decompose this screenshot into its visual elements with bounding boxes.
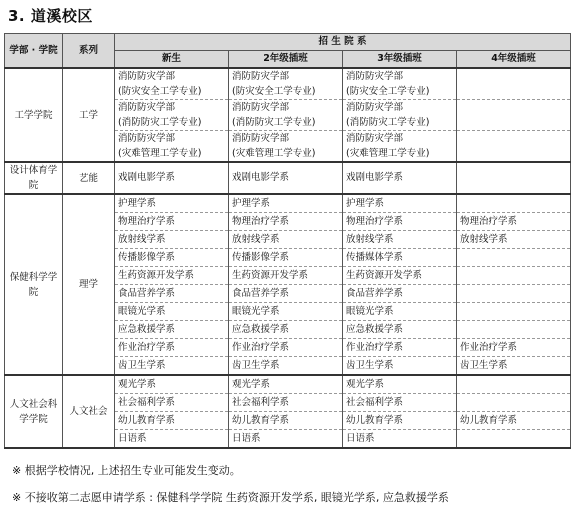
department-cell: 齿卫生学系 xyxy=(229,357,343,376)
department-cell: 护理学系 xyxy=(343,194,457,213)
table-row xyxy=(5,375,571,394)
department-cell: 生药资源开发学系 xyxy=(229,267,343,285)
department-cell: 消防防灾学部 (防灾安全工学专业) xyxy=(115,68,229,100)
department-cell xyxy=(457,131,571,163)
admission-table xyxy=(4,33,571,449)
note-line: ※ 根据学校情况, 上述招生专业可能发生变动。 xyxy=(12,464,241,477)
department-cell xyxy=(457,194,571,213)
department-cell: 食品营养学系 xyxy=(343,285,457,303)
department-cell: 幼儿教育学系 xyxy=(115,412,229,430)
department-cell: 生药资源开发学系 xyxy=(343,267,457,285)
header-year3-transfer: 3年级插班 xyxy=(343,51,457,69)
department-cell xyxy=(457,375,571,394)
department-cell: 消防防灾学部 (灾难管理工学专业) xyxy=(343,131,457,163)
department-cell: 齿卫生学系 xyxy=(115,357,229,376)
table-row xyxy=(5,194,571,213)
department-cell: 社会福利学系 xyxy=(115,394,229,412)
department-cell: 应急救援学系 xyxy=(115,321,229,339)
department-cell: 消防防灾学部 (灾难管理工学专业) xyxy=(229,131,343,163)
header-series: 系列 xyxy=(63,34,115,69)
department-cell: 齿卫生学系 xyxy=(457,357,571,376)
department-cell: 戏剧电影学系 xyxy=(115,162,229,194)
department-cell: 传播影像学系 xyxy=(115,249,229,267)
department-cell: 日语系 xyxy=(115,430,229,449)
department-cell xyxy=(457,285,571,303)
department-cell: 幼儿教育学系 xyxy=(229,412,343,430)
department-cell: 物理治疗学系 xyxy=(229,213,343,231)
header-college: 学部 · 学院 xyxy=(5,34,63,69)
department-cell: 消防防灾学部 (消防防灾工学专业) xyxy=(115,100,229,131)
department-cell xyxy=(457,394,571,412)
college-name: 人文社会科学学院 xyxy=(5,375,63,448)
department-cell: 作业治疗学系 xyxy=(343,339,457,357)
department-cell xyxy=(457,430,571,449)
department-cell: 观光学系 xyxy=(343,375,457,394)
department-cell: 物理治疗学系 xyxy=(115,213,229,231)
department-cell: 放射线学系 xyxy=(229,231,343,249)
series-name: 艺能 xyxy=(63,162,115,194)
table-row xyxy=(5,68,571,100)
department-cell: 社会福利学系 xyxy=(229,394,343,412)
department-cell: 戏剧电影学系 xyxy=(229,162,343,194)
department-cell: 齿卫生学系 xyxy=(343,357,457,376)
series-name: 人文社会 xyxy=(63,375,115,448)
department-cell: 作业治疗学系 xyxy=(115,339,229,357)
department-cell: 放射线学系 xyxy=(457,231,571,249)
department-cell: 观光学系 xyxy=(115,375,229,394)
department-cell xyxy=(457,267,571,285)
section-title: 3. 道溪校区 xyxy=(8,7,93,25)
header-year4-transfer: 4年级插班 xyxy=(457,51,571,69)
department-cell xyxy=(457,100,571,131)
college-name: 设计体育学院 xyxy=(5,162,63,194)
department-cell xyxy=(457,68,571,100)
department-cell xyxy=(457,321,571,339)
department-cell: 眼镜光学系 xyxy=(343,303,457,321)
department-cell: 护理学系 xyxy=(229,194,343,213)
department-cell xyxy=(457,249,571,267)
table-row xyxy=(5,162,571,194)
note-line: ※ 不接收第二志愿申请学系 : 保健科学学院 生药资源开发学系, 眼镜光学系, 应急救援学系 xyxy=(12,491,449,504)
department-cell: 日语系 xyxy=(229,430,343,449)
department-cell xyxy=(457,303,571,321)
department-cell: 戏剧电影学系 xyxy=(343,162,457,194)
department-cell: 作业治疗学系 xyxy=(229,339,343,357)
department-cell: 物理治疗学系 xyxy=(457,213,571,231)
header-freshman: 新生 xyxy=(115,51,229,69)
department-cell: 消防防灾学部 (消防防灾工学专业) xyxy=(229,100,343,131)
department-cell: 消防防灾学部 (消防防灾工学专业) xyxy=(343,100,457,131)
department-cell: 消防防灾学部 (灾难管理工学专业) xyxy=(115,131,229,163)
department-cell: 眼镜光学系 xyxy=(115,303,229,321)
header-admission-group: 招 生 院 系 xyxy=(115,34,571,51)
department-cell: 消防防灾学部 (防灾安全工学专业) xyxy=(343,68,457,100)
department-cell: 应急救援学系 xyxy=(343,321,457,339)
department-cell: 生药资源开发学系 xyxy=(115,267,229,285)
department-cell: 消防防灾学部 (防灾安全工学专业) xyxy=(229,68,343,100)
department-cell: 日语系 xyxy=(343,430,457,449)
department-cell: 幼儿教育学系 xyxy=(343,412,457,430)
department-cell: 食品营养学系 xyxy=(229,285,343,303)
department-cell: 放射线学系 xyxy=(115,231,229,249)
department-cell: 食品营养学系 xyxy=(115,285,229,303)
department-cell: 护理学系 xyxy=(115,194,229,213)
department-cell: 物理治疗学系 xyxy=(343,213,457,231)
series-name: 理学 xyxy=(63,194,115,375)
department-cell: 眼镜光学系 xyxy=(229,303,343,321)
college-name: 工学学院 xyxy=(5,68,63,162)
department-cell: 作业治疗学系 xyxy=(457,339,571,357)
college-name: 保健科学学院 xyxy=(5,194,63,375)
department-cell: 幼儿教育学系 xyxy=(457,412,571,430)
department-cell: 放射线学系 xyxy=(343,231,457,249)
department-cell: 应急救援学系 xyxy=(229,321,343,339)
department-cell: 传播媒体学系 xyxy=(343,249,457,267)
table-body xyxy=(5,68,571,448)
department-cell xyxy=(457,162,571,194)
header-year2-transfer: 2年级插班 xyxy=(229,51,343,69)
series-name: 工学 xyxy=(63,68,115,162)
department-cell: 观光学系 xyxy=(229,375,343,394)
department-cell: 社会福利学系 xyxy=(343,394,457,412)
department-cell: 传播影像学系 xyxy=(229,249,343,267)
